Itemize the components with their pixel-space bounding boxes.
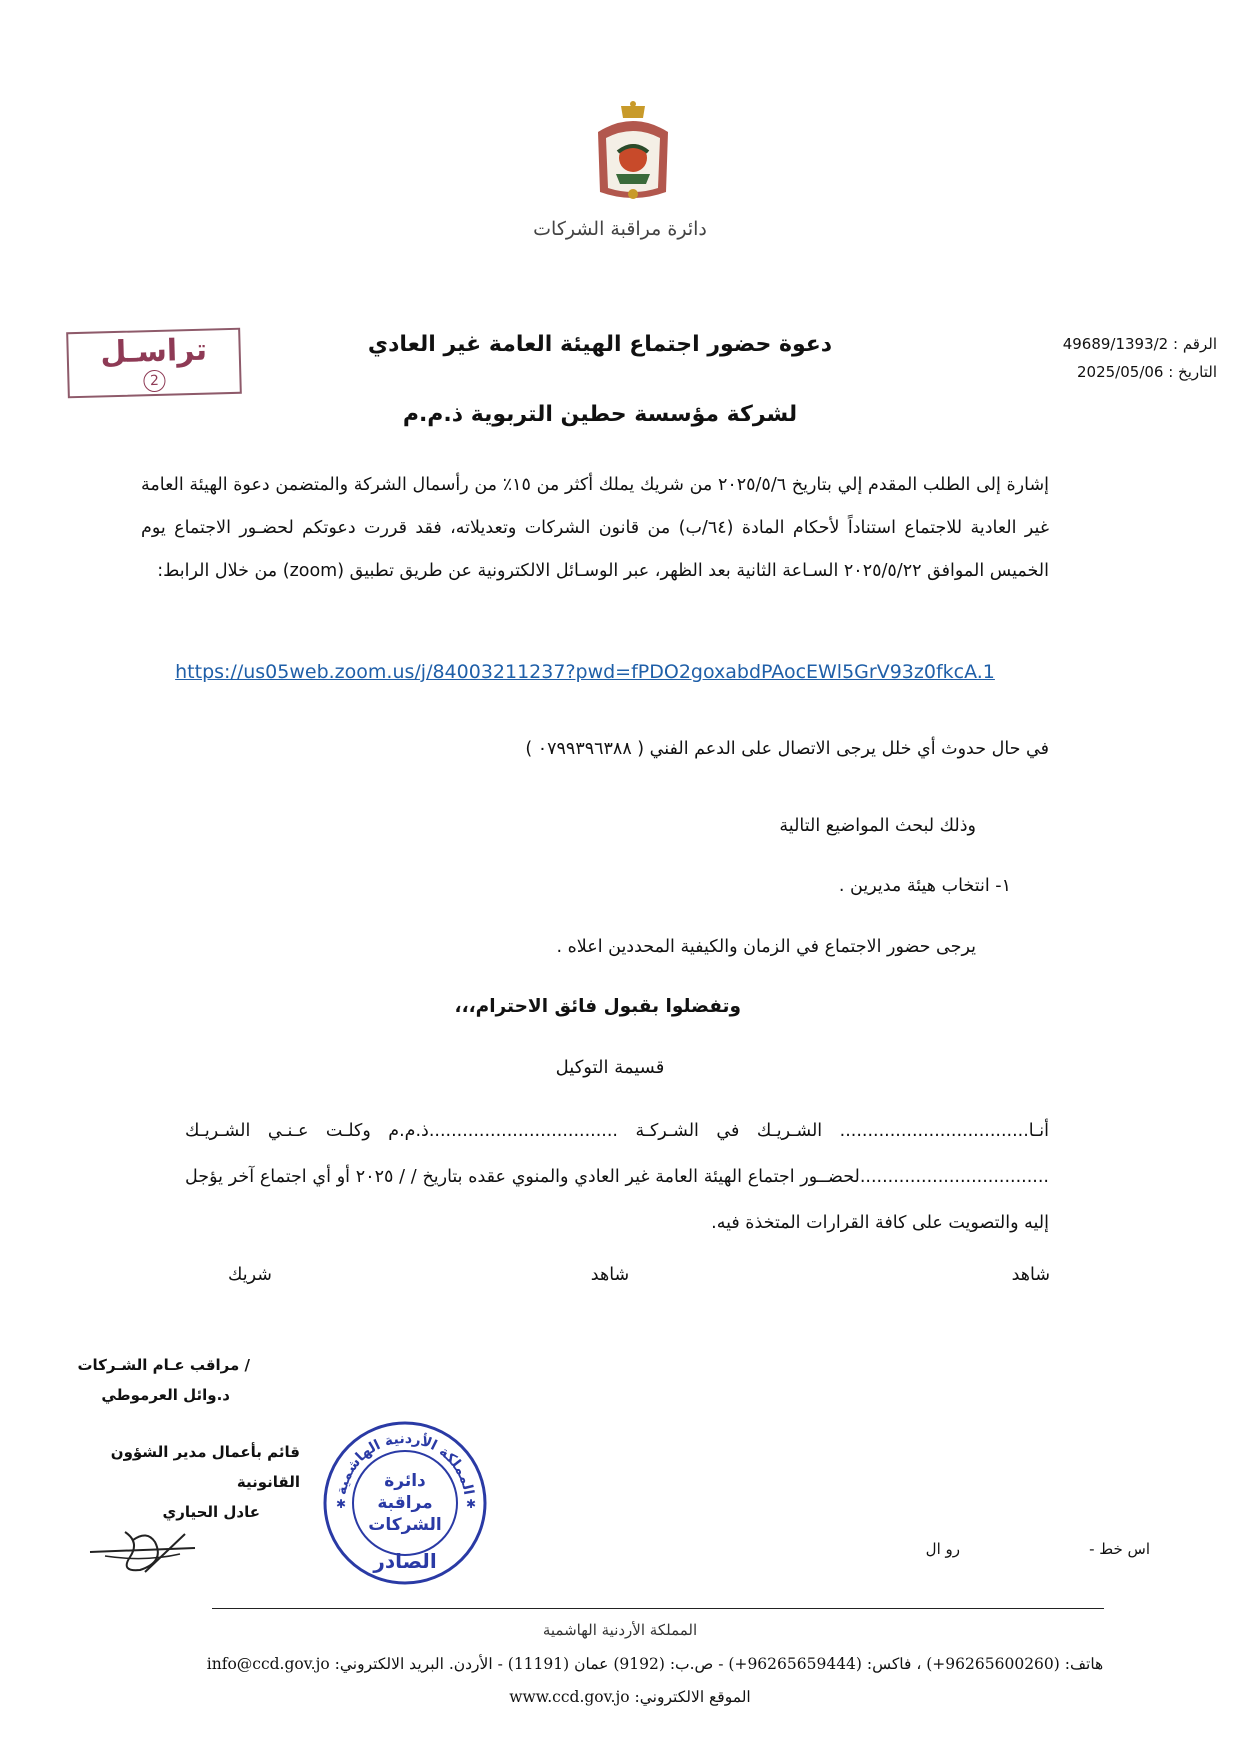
seal-line-3: الشركات — [368, 1515, 442, 1535]
svg-text:✱: ✱ — [466, 1497, 477, 1511]
seal-ring-text: المملكة الأردنية الهاشمية — [333, 1430, 477, 1497]
department-name: دائرة مراقبة الشركات — [533, 218, 707, 240]
reference-initials-right: رو ال — [925, 1540, 960, 1558]
footer-divider — [212, 1608, 1104, 1609]
seal-line-1: دائرة — [384, 1471, 426, 1491]
document-title: دعوة حضور اجتماع الهيئة العامة غير العادي — [367, 332, 833, 357]
coat-of-arms-emblem — [588, 100, 678, 208]
reference-number: الرقم : 49689/1393/2 — [1062, 335, 1217, 353]
attendance-note: يرجى حضور الاجتماع في الزمان والكيفية المحددين اعلاه . — [556, 937, 976, 957]
intro-paragraph: إشارة إلى الطلب المقدم إلي بتاريخ ٢٠٢٥/٥/٦ من شريك يملك أكثر من ١٥٪ من رأسمال الشركة والمتضمن دعوة الهيئة العامة غير العادية للاجتماع استناداً لأحكام المادة (٦٤/ب) من قانون الشركات وتعديلاته، فقد قررت دعوتكم لحضـور الاجتماع يوم الخميس الموافق ٢٠٢٥/٥/٢٢ السـاعة الثانية بعد الظهر، عبر الوسـائل الالكترونية عن طريق تطبيق (zoom) من خلال الرابط: — [141, 475, 1049, 581]
tarasol-stamp-word: تراسـل — [99, 332, 208, 371]
svg-text:✱: ✱ — [336, 1497, 347, 1511]
closing-salutation: وتفضلوا بقبول فائق الاحترام،،، — [454, 996, 741, 1017]
controller-name: د.وائل العرموطي — [101, 1386, 230, 1404]
legal-affairs-name: عادل الحياري — [162, 1503, 260, 1521]
reference-date: التاريخ : 2025/05/06 — [1077, 363, 1217, 381]
seal-line-2: مراقبة — [377, 1493, 433, 1513]
official-seal — [320, 1418, 490, 1588]
reference-initials-left: اس خط - — [1089, 1540, 1150, 1558]
seal-ring — [320, 1418, 490, 1588]
legal-affairs-title: قائم بأعمال مدير الشؤون القانونية — [110, 1443, 300, 1491]
proxy-form-title: قسيمة التوكيل — [555, 1057, 665, 1078]
footer-website: الموقع الالكتروني: www.ccd.gov.jo — [509, 1688, 751, 1706]
witness-2-label: شاهد — [590, 1265, 630, 1285]
witness-1-label: شاهد — [1011, 1265, 1050, 1285]
topics-intro: وذلك لبحث المواضيع التالية — [779, 816, 976, 836]
technical-support-line: في حال حدوث أي خلل يرجى الاتصال على الدعم الفني ( ٠٧٩٩٣٩٦٣٨٨ ) — [525, 739, 1049, 759]
footer-contact-info: هاتف: (96265600260+) ، فاكس: (96265659444+) - ص.ب: (9192) عمان (11191) - الأردن. البريد الالكتروني: info@ccd.gov.jo — [206, 1655, 1104, 1673]
controller-title: / مراقب عـام الشـركات — [77, 1356, 250, 1374]
topic-item: ١- انتخاب هيئة مديرين . — [838, 876, 1011, 896]
tarasol-stamp-number: 2 — [143, 370, 166, 393]
reference-block — [997, 330, 1217, 386]
partner-label: شريك — [228, 1265, 272, 1285]
document-subtitle: لشركة مؤسسة حطين التربوية ذ.م.م — [402, 402, 798, 427]
seal-line-4: الصادر — [373, 1549, 437, 1573]
proxy-form-body: أنـا.................................. الشـريـك في الشـركـة ..................................ذ.م.م وكلـت عـنـي الشـريـك ..................................لحضــور اجتماع الهيئة العامة غير العادي والمنوي عقده بتاريخ / / ٢٠٢٥ أو أي اجتماع آخر يؤجل إليه والتصويت على كافة القرارات المتخذة فيه. — [185, 1121, 1049, 1233]
controller-block — [50, 1350, 250, 1410]
zoom-meeting-link[interactable]: https://us05web.zoom.us/j/84003211237?pwd=fPDO2goxabdPAocEWl5GrV93z0fkcA.1 — [175, 661, 995, 683]
handwritten-signature — [85, 1512, 205, 1582]
footer-kingdom-name: المملكة الأردنية الهاشمية — [542, 1621, 698, 1639]
tarasol-stamp — [66, 328, 242, 399]
